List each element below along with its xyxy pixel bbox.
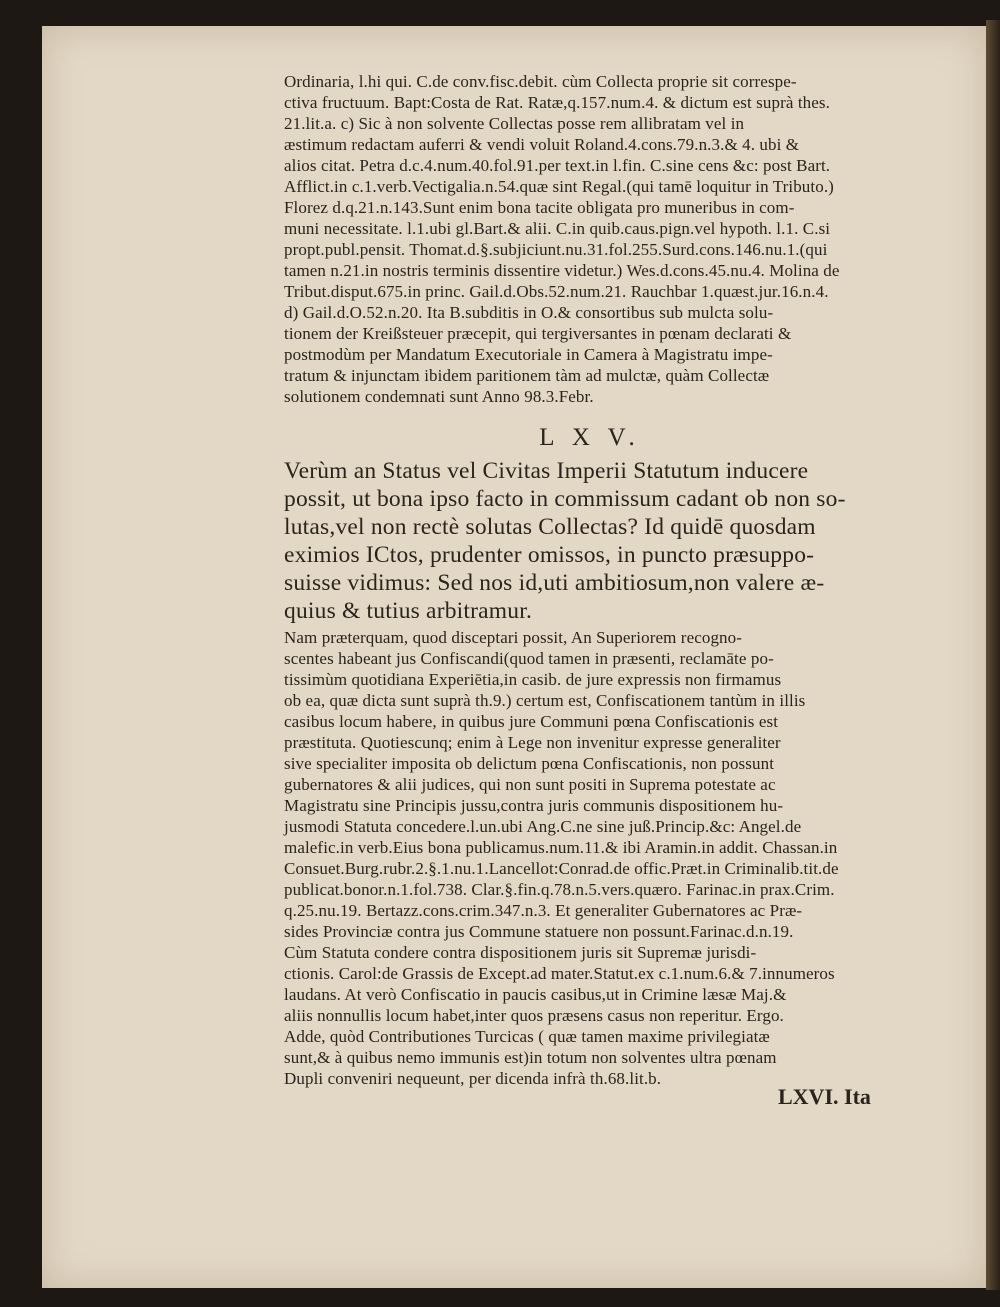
top-line: 21.lit.a. c) Sic à non solvente Collectas posse rem allibratam vel in xyxy=(284,114,745,133)
top-line: Afflict.in c.1.verb.Vectigalia.n.54.quæ sint Regal.(qui tamē loquitur in Tributo.) xyxy=(284,177,834,196)
top-line: æstimum redactam auferri & vendi voluit Roland.4.cons.79.n.3.& 4. ubi & xyxy=(284,135,800,154)
body-line: scentes habeant jus Confiscandi(quod tamen in præsenti, reclamāte po- xyxy=(284,649,774,668)
body-line: Consuet.Burg.rubr.2.§.1.nu.1.Lancellot:Conrad.de offic.Præt.in Criminalib.tit.de xyxy=(284,859,839,878)
thesis-line: lutas,vel non rectè solutas Collectas? Id quidē quosdam xyxy=(284,514,816,540)
top-line: solutionem condemnati sunt Anno 98.3.Febr. xyxy=(284,387,594,406)
body-line: Dupli conveniri nequeunt, per dicenda infrà th.68.lit.b. xyxy=(284,1069,662,1088)
top-line: muni necessitate. l.1.ubi gl.Bart.& alii. C.in quib.caus.pign.vel hypoth. l.1. C.si xyxy=(284,219,831,238)
body-line: ctionis. Carol:de Grassis de Except.ad mater.Statut.ex c.1.num.6.& 7.innumeros xyxy=(284,964,835,983)
top-line: Ordinaria, l.hi qui. C.de conv.fisc.debit. cùm Collecta proprie sit correspe- xyxy=(284,72,797,91)
section-heading: L X V. xyxy=(539,424,641,451)
body-line: aliis nonnullis locum habet,inter quos præsens casus non reperitur. Ergo. xyxy=(284,1006,784,1025)
body-line: laudans. At verò Confiscatio in paucis casibus,ut in Crimine læsæ Maj.& xyxy=(284,985,787,1004)
body-line: præstituta. Quotiescunq; enim à Lege non invenitur expresse generaliter xyxy=(284,733,781,752)
thesis-line: Verùm an Status vel Civitas Imperii Statutum inducere xyxy=(284,458,809,484)
body-line: malefic.in verb.Eius bona publicamus.num.11.& ibi Aramin.in addit. Chassan.in xyxy=(284,838,838,857)
thesis-line: possit, ut bona ipso facto in commissum cadant ob non so- xyxy=(284,486,846,512)
top-line: postmodùm per Mandatum Executoriale in Camera à Magistratu impe- xyxy=(284,345,773,364)
body-line: jusmodi Statuta concedere.l.un.ubi Ang.C.ne sine juß.Princip.&c: Angel.de xyxy=(284,817,802,836)
thesis-line: quius & tutius arbitramur. xyxy=(284,598,533,624)
top-line: tionem der Kreißsteuer præcepit, qui tergiversantes in pœnam declarati & xyxy=(284,324,792,343)
body-line: sides Provinciæ contra jus Commune statuere non possunt.Farinac.d.n.19. xyxy=(284,922,794,941)
thesis-line: suisse vidimus: Sed nos id,uti ambitiosum,non valere æ- xyxy=(284,570,825,596)
body-line: ob ea, quæ dicta sunt suprà th.9.) certum est, Confiscationem tantùm in illis xyxy=(284,691,806,710)
top-line: propt.publ.pensit. Thomat.d.§.subjiciunt.nu.31.fol.255.Surd.cons.146.nu.1.(qui xyxy=(284,240,828,259)
body-line: Magistratu sine Principis jussu,contra juris communis dispositionem hu- xyxy=(284,796,784,815)
top-line: d) Gail.d.O.52.n.20. Ita B.subditis in O.& consortibus sub mulcta solu- xyxy=(284,303,774,322)
thesis-line: eximios ICtos, prudenter omissos, in puncto præsuppo- xyxy=(284,542,815,568)
body-line: q.25.nu.19. Bertazz.cons.crim.347.n.3. Et generaliter Gubernatores ac Præ- xyxy=(284,901,803,920)
body-line: Adde, quòd Contributiones Turcicas ( quæ tamen maxime privilegiatæ xyxy=(284,1027,770,1046)
body-line: Cùm Statuta condere contra dispositionem juris sit Supremæ jurisdi- xyxy=(284,943,757,962)
page-edge xyxy=(986,20,1000,1290)
top-line: tratum & injunctam ibidem paritionem tàm ad mulctæ, quàm Collectæ xyxy=(284,366,770,385)
top-line: ctiva fructuum. Bapt:Costa de Rat. Ratæ,q.157.num.4. & dictum est suprà thes. xyxy=(284,93,830,112)
body-line: casibus locum habere, in quibus jure Communi pœna Confiscationis est xyxy=(284,712,779,731)
body-line: Nam præterquam, quod disceptari possit, An Superiorem recogno- xyxy=(284,628,743,647)
body-line: publicat.bonor.n.1.fol.738. Clar.§.fin.q.78.n.5.vers.quæro. Farinac.in prax.Crim. xyxy=(284,880,835,899)
body-line: gubernatores & alii judices, qui non sunt positi in Suprema potestate ac xyxy=(284,775,776,794)
top-line: alios citat. Petra d.c.4.num.40.fol.91.per text.in l.fin. C.sine cens &c: post Bart. xyxy=(284,156,831,175)
body-line: sive specialiter imposita ob delictum pœna Confiscationis, non possunt xyxy=(284,754,775,773)
body-line: tissimùm quotidiana Experiētia,in casib. de jure expressis non firmamus xyxy=(284,670,782,689)
body-line: sunt,& à quibus nemo immunis est)in totum non solventes ultra pœnam xyxy=(284,1048,777,1067)
top-line: Tribut.disput.675.in princ. Gail.d.Obs.52.num.21. Rauchbar 1.quæst.jur.16.n.4. xyxy=(284,282,829,301)
top-line: Florez d.q.21.n.143.Sunt enim bona tacite obligata pro muneribus in com- xyxy=(284,198,795,217)
catchword: LXVI. Ita xyxy=(778,1084,871,1109)
top-line: tamen n.21.in nostris terminis dissentire videtur.) Wes.d.cons.45.nu.4. Molina de xyxy=(284,261,840,280)
